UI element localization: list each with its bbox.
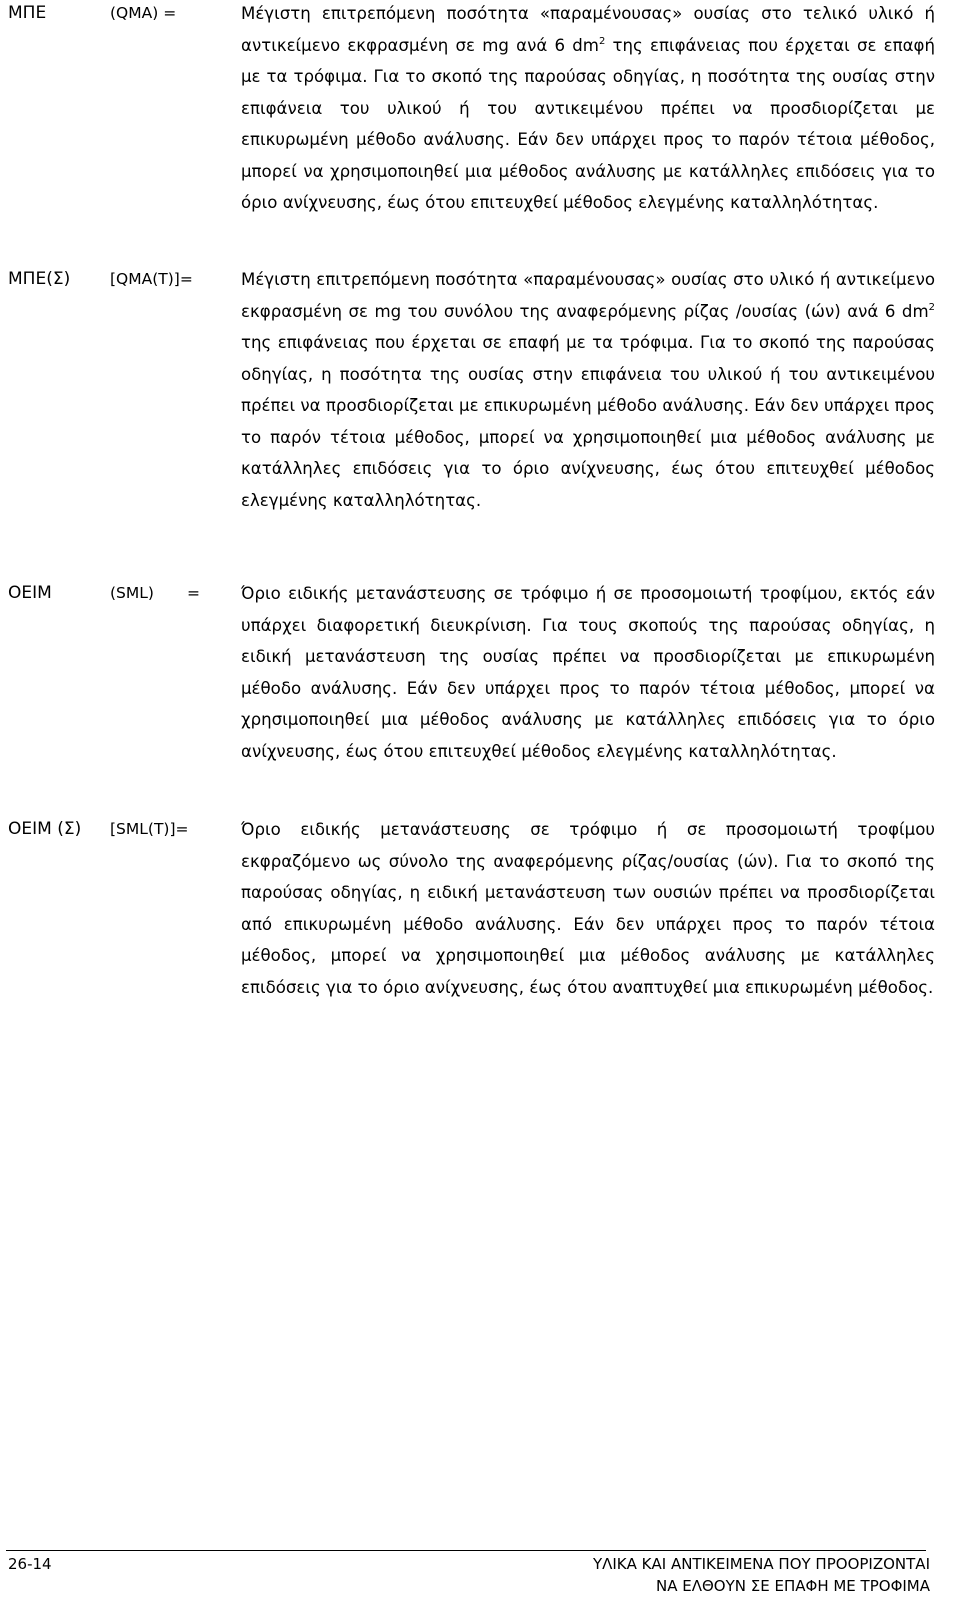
entry-equals: = <box>187 584 200 602</box>
unit-dm: dm <box>572 35 599 55</box>
entry-abbreviation: ΜΠΕ(Σ) <box>8 269 71 289</box>
definition-text: του συνόλου της αναφερόμενης ρίζας /ουσίας (ών) ανά 6 <box>401 301 902 321</box>
entry-symbol: (QMA) = <box>110 4 177 22</box>
definition-text: της επιφάνειας που έρχεται σε επαφή με τα τρόφιμα. Για το σκοπό της παρούσας οδηγίας, η ποσότητα της ουσίας στην επιφάνεια του υλικού ή του αντικειμένου πρέπει να προσδιορίζεται με επικυρωμένη μέθοδο ανάλυσης. Εάν δεν υπάρχει προς το παρόν τέτοια μέθοδος, μπορεί να χρησιμοποιηθεί μια μέθοδος ανάλυσης με κατάλληλες επιδόσεις για το όριο ανίχνευσης, έως ότου επιτευχθεί μέθοδος ελεγμένης καταλληλότητας. <box>241 35 936 212</box>
footer-divider <box>6 1550 926 1551</box>
entry-definition <box>241 264 935 516</box>
running-footer-title <box>593 1553 930 1597</box>
definition-text: της επιφάνειας που έρχεται σε επαφή με τα τρόφιμα. Για το σκοπό της παρούσας οδηγίας, η ποσότητα της ουσίας στην επιφάνεια του υλικού ή του αντικειμένου πρέπει να προσδιορίζεται με επικυρωμένη μέθοδο ανάλυσης. Εάν δεν υπάρχει προς το παρόν τέτοια μέθοδος, μπορεί να χρησιμοποιηθεί μια μέθοδος ανάλυσης με κατάλληλες επιδόσεις για το όριο ανίχνευσης, έως ότου επιτευχθεί μέθοδος ελεγμένης καταλληλότητας. <box>241 333 935 510</box>
superscript-2: 2 <box>598 35 606 47</box>
entry-definition <box>241 0 935 219</box>
unit-mg: mg <box>374 301 402 321</box>
entry-symbol: [QMA(T)]= <box>110 270 193 288</box>
footer-title-line-2: ΝΑ ΕΛΘΟΥΝ ΣΕ ΕΠΑΦΗ ΜΕ ΤΡΟΦΙΜΑ <box>656 1577 930 1595</box>
definition-text: Μέγιστη επιτρεπόμενη ποσότητα «παραμένουσας» ουσίας στο τελικό υλικό ή αντικείμενο εκφρασμένη σε <box>241 4 935 55</box>
definition-text: ανά 6 <box>508 35 573 55</box>
footer-title-line-1: ΥΛΙΚΑ ΚΑΙ ΑΝΤΙΚΕΙΜΕΝΑ ΠΟΥ ΠΡΟΟΡΙΖΟΝΤΑΙ <box>592 1555 930 1573</box>
entry-definition <box>241 578 935 767</box>
entry-abbreviation: ΟΕΙΜ <box>8 583 52 603</box>
unit-dm: dm <box>901 301 929 321</box>
page-number: 26-14 <box>8 1555 52 1573</box>
definition-text: Όριο ειδικής μετανάστευσης σε τρόφιμο ή σε προσομοιωτή τροφίμου, εκτός εάν υπάρχει διαφορετική διευκρίνιση. Για τους σκοπούς της παρούσας οδηγίας, η ειδική μετανάστευση της ουσίας πρέπει να προσδιορίζεται με επικυρωμένη μέθοδο ανάλυσης. Εάν δεν υπάρχει προς το παρόν τέτοια μέθοδος, μπορεί να χρησιμοποιηθεί μια μέθοδος ανάλυσης με κατάλληλες επιδόσεις για το όριο ανίχνευσης, έως ότου επιτευχθεί μέθοδος ελεγμένης καταλληλότητας. <box>241 584 935 761</box>
entry-abbreviation: ΟΕΙΜ (Σ) <box>8 819 82 839</box>
definition-text: Όριο ειδικής μετανάστευσης σε τρόφιμο ή σε προσομοιωτή τροφίμου εκφραζόμενο ως σύνολο της αναφερόμενης ρίζας/ουσίας (ών). Για το σκοπό της παρούσας οδηγίας, η ειδική μετανάστευση των ουσιών πρέπει να προσδιορίζεται από επικυρωμένη μέθοδο ανάλυσης. Εάν δεν υπάρχει προς το παρόν τέτοια μέθοδος, μπορεί να χρησιμοποιηθεί μια μέθοδος ανάλυσης με κατάλληλες επιδόσεις για το όριο ανίχνευσης, έως ότου αναπτυχθεί μια επικυρωμένη μέθοδος. <box>241 820 935 997</box>
superscript-2: 2 <box>928 301 935 313</box>
entry-symbol: (SML) <box>110 584 154 602</box>
entry-definition <box>241 814 935 1003</box>
entry-abbreviation: ΜΠΕ <box>8 3 47 23</box>
unit-mg: mg <box>482 35 509 55</box>
definition-text: Μέγιστη επιτρεπόμενη ποσότητα «παραμένουσας» ουσίας στο υλικό ή αντικείμενο εκφρασμένη σε <box>241 270 935 321</box>
entry-symbol: [SML(T)]= <box>110 820 189 838</box>
